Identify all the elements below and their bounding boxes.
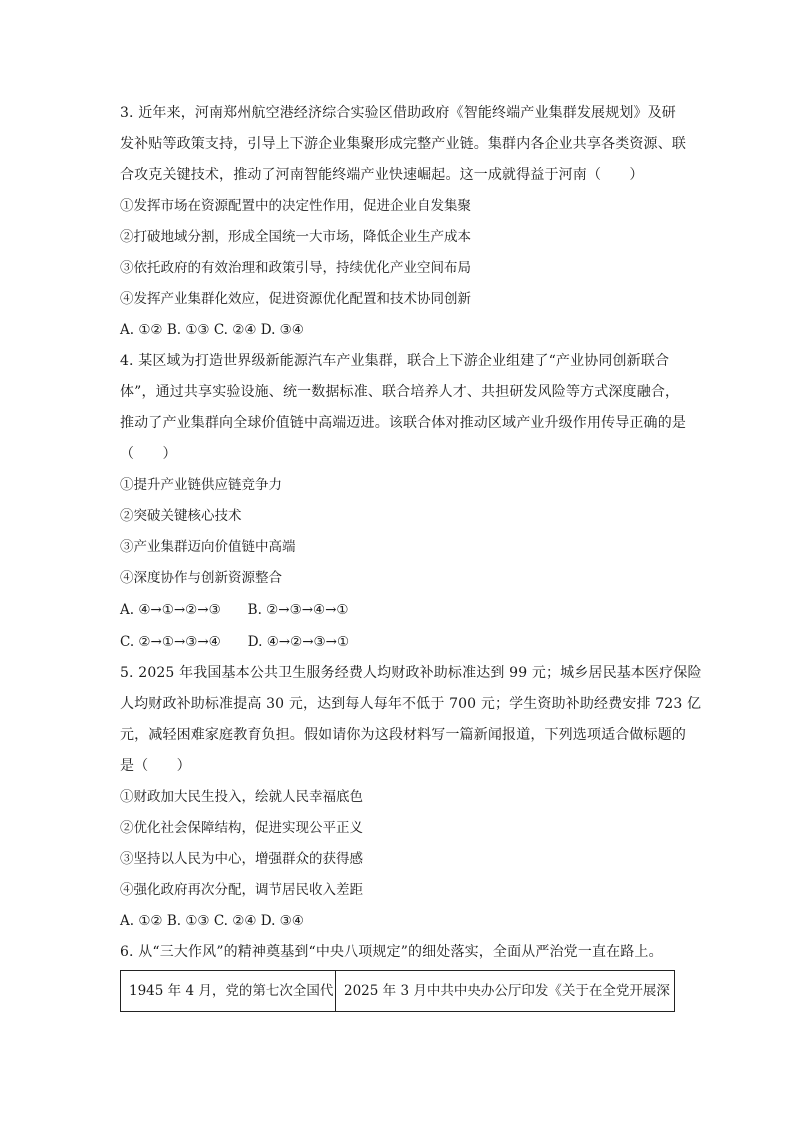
q4-item-1: ①提升产业链供应链竞争力 <box>120 477 282 493</box>
q4-item-3: ③产业集群迈向价值链中高端 <box>120 539 296 555</box>
q4-stem-line-3: 推动了产业集群向全球价值链中高端迈进。该联合体对推动区域产业升级作用传导正确的是 <box>120 415 686 431</box>
q4-choices-ab: A. ④→①→②→③ B. ②→③→④→① <box>120 602 349 618</box>
q4-item-4: ④深度协作与创新资源整合 <box>120 570 282 586</box>
q4-choices-cd: C. ②→①→③→④ D. ④→②→③→① <box>120 634 350 650</box>
q5-stem-line-4: 是（ ） <box>120 758 191 774</box>
q3-item-3: ③依托政府的有效治理和政策引导，持续优化产业空间布局 <box>120 260 471 276</box>
q3-stem-line-1: 3. 近年来，河南郑州航空港经济综合实验区借助政府《智能终端产业集群发展规划》及研 <box>120 105 676 121</box>
q5-stem-line-1: 5. 2025 年我国基本公共卫生服务经费人均财政补助标准达到 99 元；城乡居民基本医疗保险 <box>120 665 702 681</box>
q5-stem-line-2: 人均财政补助标准提高 30 元，达到每人每年不低于 700 元；学生资助补助经费安排 723 亿 <box>120 696 702 712</box>
q5-choices: A. ①② B. ①③ C. ②④ D. ③④ <box>120 913 304 929</box>
q5-item-2: ②优化社会保障结构，促进实现公平正义 <box>120 820 363 836</box>
q5-item-3: ③坚持以人民为中心，增强群众的获得感 <box>120 851 363 867</box>
q3-item-1: ①发挥市场在资源配置中的决定性作用，促进企业自发集聚 <box>120 198 471 214</box>
q4-stem-line-1: 4. 某区域为打造世界级新能源汽车产业集群，联合上下游企业组建了“产业协同创新联合 <box>120 353 670 369</box>
q5-item-4: ④强化政府再次分配，调节居民收入差距 <box>120 882 363 898</box>
q6-stem: 6. 从“三大作风”的精神奠基到“中央八项规定”的细处落实，全面从严治党一直在路上。 <box>120 944 663 960</box>
q5-stem-line-3: 元，减轻困难家庭教育负担。假如请你为这段材料写一篇新闻报道，下列选项适合做标题的 <box>120 727 686 743</box>
q4-stem-line-2: 体”，通过共享实验设施、统一数据标准、联合培养人才、共担研发风险等方式深度融合， <box>120 384 680 400</box>
q6-table <box>120 970 675 1012</box>
q4-item-2: ②突破关键核心技术 <box>120 508 242 524</box>
q3-choices: A. ①② B. ①③ C. ②④ D. ③④ <box>120 322 304 338</box>
q3-stem-line-2: 发补贴等政策支持，引导上下游企业集聚形成完整产业链。集群内各企业共享各类资源、联 <box>120 136 686 152</box>
q6-table-cell-1: 1945 年 4 月，党的第七次全国代 <box>121 971 336 1011</box>
q3-item-4: ④发挥产业集群化效应，促进资源优化配置和技术协同创新 <box>120 291 471 307</box>
q3-item-2: ②打破地域分割，形成全国统一大市场，降低企业生产成本 <box>120 229 471 245</box>
q3-stem-line-3: 合攻克关键技术，推动了河南智能终端产业快速崛起。这一成就得益于河南（ ） <box>120 167 644 183</box>
q6-table-cell-2: 2025 年 3 月中共中央办公厅印发《关于在全党开展深 <box>344 983 670 999</box>
q4-stem-line-4: （ ） <box>120 446 177 462</box>
q5-item-1: ①财政加大民生投入，绘就人民幸福底色 <box>120 789 363 805</box>
